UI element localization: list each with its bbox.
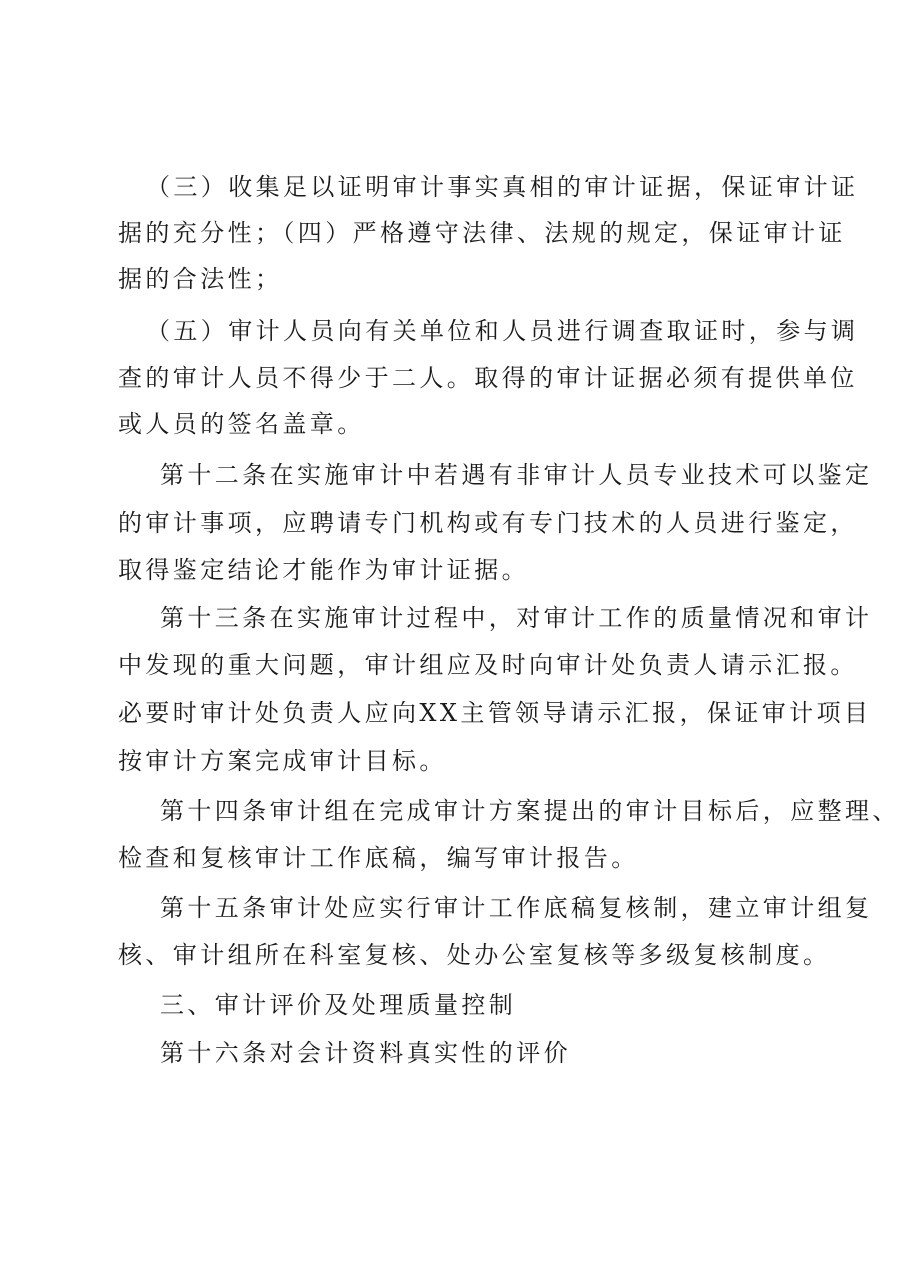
text-line: 取得鉴定结论才能作为审计证据。 [118,556,529,584]
text-line: 第十五条审计处应实行审计工作底稿复核制，建立审计组复 [160,894,873,922]
section-heading: 三、审计评价及处理质量控制 [160,991,517,1019]
text-line: 查的审计人员不得少于二人。取得的审计证据必须有提供单位 [118,364,858,392]
text-line: 第十三条在实施审计过程中，对审计工作的质量情况和审计 [160,604,873,632]
text-line: 据的合法性； [118,265,283,293]
text-line: （三）收集足以证明审计事实真相的审计证据，保证审计证 [146,173,859,201]
text-line: 核、审计组所在科室复核、处办公室复核等多级复核制度。 [118,941,831,969]
text-line: 第十二条在实施审计中若遇有非审计人员专业技术可以鉴定 [160,461,873,489]
text-line: 中发现的重大问题，审计组应及时向审计处负责人请示汇报。 [118,651,858,679]
text-line: 检查和复核审计工作底稿，编写审计报告。 [118,844,639,872]
text-line: 的审计事项，应聘请专门机构或有专门技术的人员进行鉴定， [118,509,858,537]
text-line: 必要时审计处负责人应向XX主管领导请示汇报，保证审计项目 [118,699,872,727]
text-line: （五）审计人员向有关单位和人员进行调查取证时，参与调 [146,317,859,345]
text-line: 据的充分性；（四）严格遵守法律、法规的规定，保证审计证 [118,219,846,247]
text-line: 第十四条审计组在完成审计方案提出的审计目标后，应整理、 [160,797,900,825]
text-line: 按审计方案完成审计目标。 [118,747,447,775]
text-line: 第十六条对会计资料真实性的评价 [160,1039,571,1067]
text-line: 或人员的签名盖章。 [118,410,365,438]
